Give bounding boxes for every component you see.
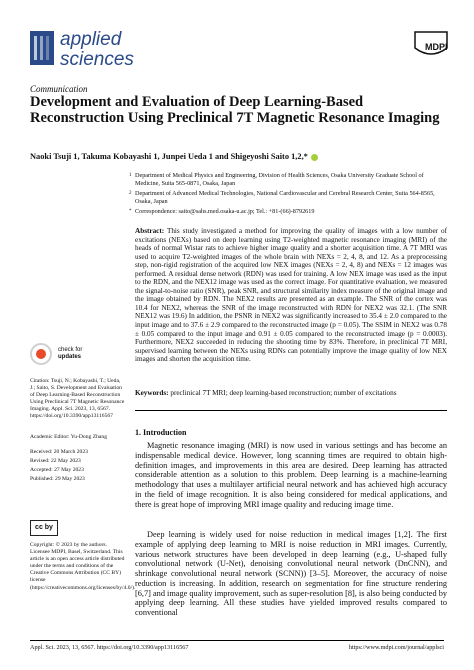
footer-citation: Appl. Sci. 2023, 13, 6567. https://doi.org/10.3390/app13116567	[30, 644, 189, 651]
orcid-icon[interactable]	[311, 154, 318, 161]
keywords-label: Keywords:	[135, 389, 169, 397]
check-updates-line1: check for	[58, 347, 83, 353]
check-updates-badge[interactable]	[30, 343, 126, 367]
journal-name	[60, 30, 180, 70]
section-heading-introduction: 1. Introduction	[135, 428, 187, 437]
footer-journal-link[interactable]: https://www.mdpi.com/journal/applsci	[348, 644, 444, 651]
divider	[135, 410, 447, 411]
check-updates-label	[58, 347, 82, 361]
publisher-logo	[413, 30, 449, 65]
affiliation-2-number: 2	[129, 191, 132, 196]
intro-paragraph-2	[135, 530, 447, 618]
abstract	[135, 227, 447, 364]
affiliation-1-number: 1	[129, 173, 132, 178]
article-title: Development and Evaluation of Deep Learning-Based Reconstruction Using Preclinical 7T Magnetic Resonance Imaging	[30, 94, 440, 126]
date-accepted: Accepted: 27 May 2023	[30, 467, 84, 473]
date-published: Published: 29 May 2023	[30, 476, 85, 482]
abstract-text: This study investigated a method for improving the quality of images with a low number of excitations (NEXs) based on deep learning using T2-weighted magnetic resonance imaging (MRI) of the heads of normal Wistar rats to achieve higher image quality and a shorter acquisition time. A 7T MRI was used to acquire T2-weighted images of the whole brain with NEXs = 2, 4, 8, and 12. As a preprocessing step, non-rigid registration of the acquired low NEX images (NEXs = 2, 4, 8) and NEXs = 12 images was performed. A residual dense network (RDN) was used for training. A low NEX image was used as the input to the RDN, and the NEX12 image was used as the correct image. For quantitative evaluation, we measured the signal-to-noise ratio (SNR), peak SNR, and structural similarity index measure of the original image and the image obtained by RDN. The NEX2 results are presented as an example. The SNR of the cortex was 10.4 for NEX2, whereas the SNR of the image reconstructed with RDN for NEX2 was 32.1. (The SNR NEX12 was 19.6) In addition, the PSNR in NEX2 was significantly increased to 35.4 ± 2.0 compared to the input image and to 37.6 ± 2.9 compared to the reconstructed image (p = 0.05). The SSIM in NEX2 was 0.78 ± 0.05 compared to the input image and 0.91 ± 0.05 compared to the reconstructed image (p = 0.0003). Furthermore, NEX2 succeeded in reducing the shooting time by 83%. Therefore, in preclinical 7T MRI, supervised learning between the NEXs using RDNs can potentially improve the image quality of low NEX images and shorten the acquisition time.	[135, 227, 447, 364]
keywords-text: preclinical 7T MRI; deep learning-based reconstruction; number of excitations	[170, 389, 397, 397]
footer-divider	[30, 640, 444, 641]
correspondence	[129, 208, 445, 216]
academic-editor: Academic Editor: Yu-Dong Zhang	[30, 434, 107, 440]
date-revised: Revised: 22 May 2023	[30, 458, 81, 464]
intro-paragraph-1-text: Magnetic resonance imaging (MRI) is now used in various settings and has become an indispensable medical device. However, long scanning times are required to obtain high-definition images, and improvements in this area are desired. Deep learning has attracted considerable attention as a solution to this problem. Deep learning is a machine-learning methodology that uses a multilayer artificial neural network and has achieved high accuracy in the field of image recognition. It is also being considered for medical applications, and there is great hope of improving MRI image quality and reducing image time.	[135, 441, 447, 509]
check-updates-line2: updates	[58, 354, 82, 360]
check-updates-icon	[30, 343, 52, 365]
citation-block: Citation: Tsuji, N.; Kobayashi, T.; Ueda, J.; Saito, S. Development and Evaluation of Deep Learning-Based Reconstruction Using Preclinical 7T Magnetic Resonance Imaging. Appl. Sci. 2023, 13, 6567. https://doi.org/10.3390/app13116567	[30, 378, 125, 420]
correspondence-marker: *	[129, 209, 132, 214]
affiliation-2-text: Department of Advanced Medical Technologies, National Cardiovascular and Cerebral Research Center, Suita 564-8565, Osaka, Japan	[135, 190, 435, 205]
date-received: Received: 20 March 2023	[30, 449, 88, 455]
author-list	[30, 152, 444, 161]
copyright-notice: Copyright: © 2023 by the authors. Licensee MDPI, Basel, Switzerland. This article is an open access article distributed under the terms and conditions of the Creative Commons Attribution (CC BY) license (https://creativecommons.org/licenses/by/4.0/).	[30, 542, 136, 591]
journal-logo-icon	[30, 31, 54, 65]
affiliation-1	[129, 172, 445, 188]
correspondence-text: Correspondence: saito@sahs.med.osaka-u.ac.jp; Tel.: +81-(66)-8792619	[135, 208, 315, 215]
publisher-name: MDPI	[425, 42, 448, 52]
intro-paragraph-2-text: Deep learning is widely used for noise reduction in medical images [1,2]. The first example of applying deep learning to MRI is noise reduction in MRI images. Currently, various network structures have been developed in deep learning (e.g., U-shaped fully convolutional network (U-Net), denoising convolutional neural network (DnCNN), and shrinkage convolutional neural network (SCNN)) [3–5]. Moreover, the accuracy of noise reduction is increasing. In addition, research on segmentation for fine structure rendering [6,7] and image quality improvement, such as super-resolution [8], is also being conducted by applying deep learning. All these studies have yielded improved results compared to conventional	[135, 530, 447, 617]
keywords	[135, 389, 447, 398]
abstract-label: Abstract:	[135, 227, 165, 235]
author-names: Naoki Tsuji 1, Takuma Kobayashi 1, Junpei Ueda 1 and Shigeyoshi Saito 1,2,*	[30, 152, 308, 161]
affiliation-2	[129, 190, 445, 206]
journal-name-line2: sciences	[60, 49, 134, 70]
journal-name-line1: applied	[60, 29, 122, 50]
intro-paragraph-1	[135, 441, 447, 509]
article-type: Communication	[30, 84, 88, 94]
cc-license-icon[interactable]: cc by	[30, 520, 58, 536]
affiliation-1-text: Department of Medical Physics and Engineering, Division of Health Sciences, Osaka University Graduate School of Medicine, Suita 565-0871, Osaka, Japan	[135, 172, 424, 187]
